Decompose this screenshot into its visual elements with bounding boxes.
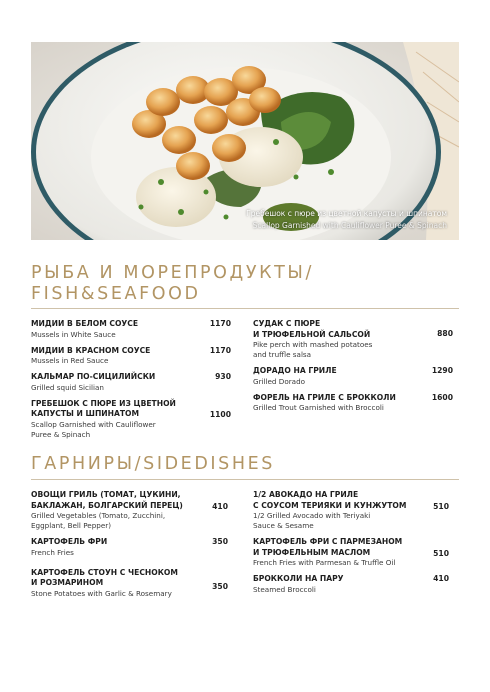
- item-price: 510: [433, 549, 449, 558]
- item-price: 1170: [209, 319, 231, 328]
- menu-item: [31, 537, 228, 558]
- section-divider: [31, 479, 459, 480]
- photo-caption-ru: Гребешок с пюре из цветной капусты и шпинатом: [246, 209, 447, 218]
- menu-item: [31, 372, 231, 393]
- item-name-ru: КАРТОФЕЛЬ ФРИ: [31, 537, 108, 546]
- item-name-ru: КАЛЬМАР ПО-СИЦИЛИЙСКИ: [31, 372, 156, 381]
- item-name-ru: МИДИИ В БЕЛОМ СОУСЕ: [31, 319, 139, 328]
- menu-item: [253, 537, 449, 568]
- item-name-ru: КАРТОФЕЛЬ ФРИ С ПАРМЕЗАНОМ И ТРЮФЕЛЬНЫМ МАСЛОМ: [253, 537, 403, 557]
- item-name-en: French Fries: [31, 547, 74, 557]
- sides-left-column: [31, 490, 228, 605]
- item-price: 1290: [431, 366, 453, 375]
- menu-item: [31, 346, 231, 367]
- item-name-ru: БРОККОЛИ НА ПАРУ: [253, 574, 344, 583]
- item-name-ru: 1/2 АВОКАДО НА ГРИЛЕ С СОУСОМ ТЕРИЯКИ И КУНЖУТОМ: [253, 490, 407, 510]
- sides-right-column: [253, 490, 449, 601]
- item-name-ru: ОВОЩИ ГРИЛЬ (ТОМАТ, ЦУКИНИ, БАКЛАЖАН, БОЛГАРСКИЙ ПЕРЕЦ): [31, 490, 183, 510]
- section-divider: [31, 308, 459, 309]
- item-price: 510: [433, 502, 449, 511]
- item-name-en: 1/2 Grilled Avocado with Teriyaki Sauce & Sesame: [253, 511, 371, 530]
- item-name-en: Grilled Dorado: [253, 376, 306, 386]
- item-name-en: Grilled squid Sicilian: [31, 382, 104, 392]
- item-price: 410: [212, 502, 228, 511]
- item-price: 1100: [209, 409, 231, 419]
- menu-item: [253, 319, 453, 360]
- item-price: 1170: [209, 345, 231, 355]
- item-name-en: Grilled Trout Garnished with Broccoli: [253, 403, 384, 412]
- menu-item: [253, 393, 453, 414]
- menu-item: [253, 490, 449, 531]
- section-title-fish-en: FISH&SEAFOOD: [31, 284, 201, 304]
- section-title-sides: ГАРНИРЫ/SIDEDISHES: [31, 454, 276, 474]
- fish-left-column: [31, 319, 231, 446]
- item-name-en: Grilled Vegetables (Tomato, Zucchini, Eggplant, Bell Pepper): [31, 511, 166, 530]
- fish-right-column: [253, 319, 453, 419]
- item-name-ru: СУДАК С ПЮРЕ И ТРЮФЕЛЬНОЙ САЛЬСОЙ: [253, 319, 371, 339]
- item-price: 1600: [431, 392, 453, 402]
- menu-item: [31, 399, 231, 440]
- item-price: 880: [437, 329, 453, 338]
- item-name-en: Pike perch with mashed potatoes and truffle salsa: [253, 340, 373, 359]
- item-name-ru: КАРТОФЕЛЬ СТОУН С ЧЕСНОКОМ И РОЗМАРИНОМ: [31, 567, 178, 587]
- item-price: 350: [212, 581, 228, 591]
- item-name-en: Scallop Garnished with Cauliflower Puree & Spinach: [31, 419, 156, 439]
- item-name-en: Mussels in White Sauce: [31, 329, 116, 339]
- dish-photo: [31, 42, 459, 240]
- item-name-en: French Fries with Parmesan & Truffle Oil: [253, 558, 396, 567]
- menu-item: [31, 568, 228, 599]
- menu-item: [253, 366, 453, 387]
- item-name-en: Mussels in Red Sauce: [31, 356, 109, 365]
- item-price: 410: [433, 574, 449, 583]
- menu-item: [31, 490, 228, 531]
- item-price: 350: [212, 537, 228, 546]
- item-name-en: Stone Potatoes with Garlic & Rosemary: [31, 588, 172, 598]
- section-title-fish-ru: РЫБА И МОРЕПРОДУКТЫ/: [31, 263, 314, 283]
- item-name-ru: ФОРЕЛЬ НА ГРИЛЕ С БРОККОЛИ: [253, 392, 396, 402]
- menu-item: [31, 319, 231, 340]
- item-name-en: Steamed Broccoli: [253, 584, 316, 594]
- item-name-ru: ДОРАДО НА ГРИЛЕ: [253, 366, 337, 375]
- menu-item: [253, 574, 449, 595]
- item-name-ru: ГРЕБЕШОК С ПЮРЕ ИЗ ЦВЕТНОЙ КАПУСТЫ И ШПИНАТОМ: [31, 398, 176, 418]
- item-name-ru: МИДИИ В КРАСНОМ СОУСЕ: [31, 345, 151, 355]
- photo-caption-en: Scallop Garnished with Cauliflower Puree & Spinach: [252, 221, 447, 230]
- item-price: 930: [215, 372, 231, 381]
